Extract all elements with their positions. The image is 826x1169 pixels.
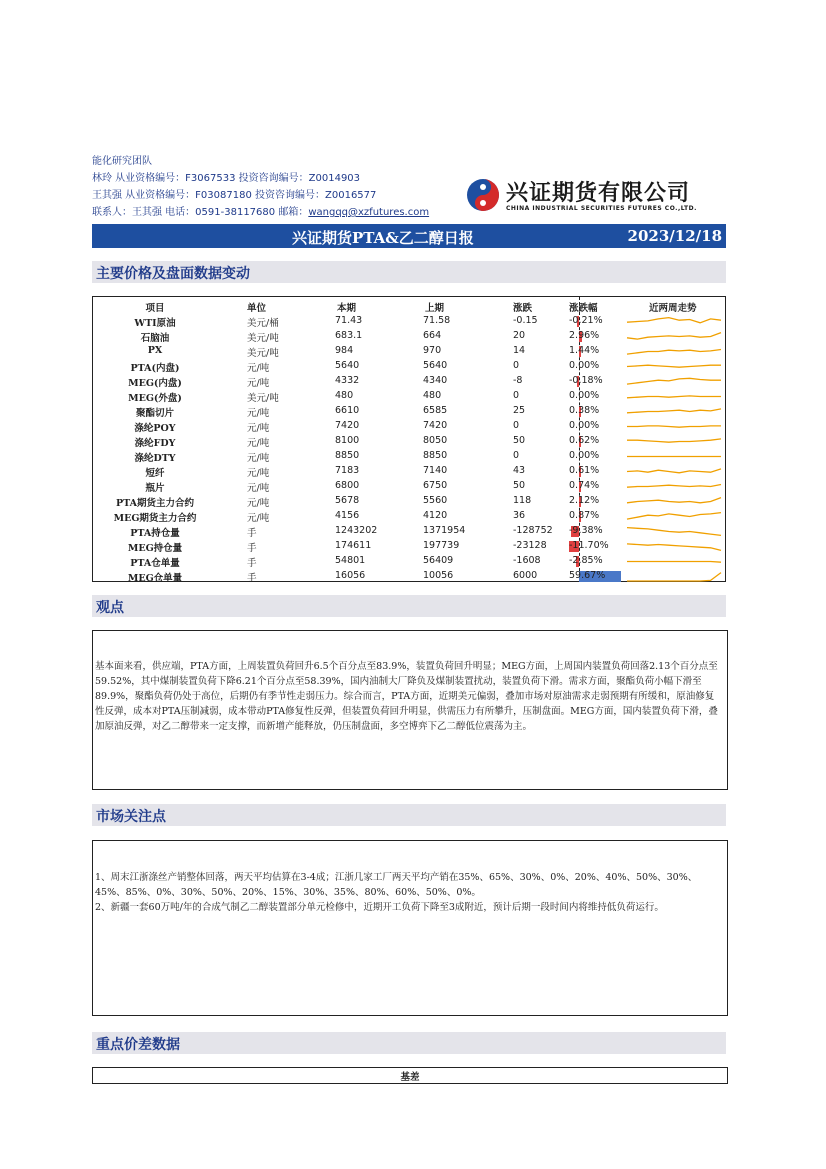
trend-sparkline: [625, 419, 723, 434]
section-title: 市场关注点: [96, 809, 166, 825]
item-name: 短纤: [145, 468, 165, 479]
basis-label: 基差: [400, 1072, 420, 1083]
item-unit: 美元/吨: [247, 393, 279, 404]
trend-sparkline: [625, 344, 723, 359]
item-unit: 手: [247, 558, 257, 569]
item-unit: 美元/吨: [247, 333, 279, 344]
current-value: 6800: [335, 480, 360, 491]
trend-sparkline: [625, 329, 723, 344]
current-value: 480: [335, 390, 354, 401]
section-title: 重点价差数据: [96, 1037, 180, 1053]
table-row: [93, 404, 725, 419]
previous-value: 197739: [423, 540, 460, 551]
current-value: 5640: [335, 360, 360, 371]
previous-value: 664: [423, 330, 442, 341]
item-name: PTA仓单量: [130, 558, 180, 569]
table-row: [93, 464, 725, 479]
section-header-prices: [92, 261, 726, 283]
change-pct-value: 0.74%: [569, 480, 600, 491]
item-unit: 手: [247, 573, 257, 584]
item-name: MEG(内盘): [128, 378, 182, 389]
company-logo: [466, 176, 726, 216]
trend-sparkline: [625, 509, 723, 524]
previous-value: 480: [423, 390, 442, 401]
item-unit: 元/吨: [247, 363, 270, 374]
focus-list: [95, 870, 723, 915]
change-value: 0: [513, 360, 520, 371]
table-row: [93, 479, 725, 494]
change-pct-value: 0.38%: [569, 405, 600, 416]
item-name: WTI原油: [134, 318, 176, 329]
change-pct-value: 0.61%: [569, 465, 600, 476]
focus-box: [92, 840, 728, 1016]
focus-item: 2、新疆一套60万吨/年的合成气制乙二醇装置部分单元检修中，近期开工负荷下降至3成附近，预计后期一段时间内将维持低负荷运行。: [95, 902, 664, 913]
table-row: [93, 569, 725, 584]
previous-value: 4120: [423, 510, 448, 521]
trend-sparkline: [625, 569, 723, 584]
trend-sparkline: [625, 524, 723, 539]
change-value: 43: [513, 465, 526, 476]
trend-line: [627, 469, 721, 473]
change-pct-value: -0.18%: [569, 375, 603, 386]
item-unit: 美元/吨: [247, 348, 279, 359]
current-value: 8850: [335, 450, 360, 461]
trend-line: [627, 485, 721, 488]
table-row: [93, 359, 725, 374]
section-header-spread: [92, 1032, 726, 1054]
contact-prefix: 联系人：王其强 电话：0591-38117680 邮箱：: [92, 207, 309, 218]
item-unit: 元/吨: [247, 438, 270, 449]
trend-sparkline: [625, 404, 723, 419]
trend-sparkline: [625, 449, 723, 464]
basis-table-header: [92, 1067, 728, 1084]
current-value: 683.1: [335, 330, 363, 341]
header-previous: 上期: [425, 303, 445, 314]
previous-value: 10056: [423, 570, 454, 581]
trend-line: [627, 426, 721, 427]
trend-line: [627, 396, 721, 398]
trend-sparkline: [625, 389, 723, 404]
previous-value: 8050: [423, 435, 448, 446]
change-pct-value: 59.67%: [569, 570, 606, 581]
table-row: [93, 344, 725, 359]
item-name: PTA期货主力合约: [115, 498, 195, 509]
table-row: [93, 374, 725, 389]
item-name: 瓶片: [145, 483, 165, 494]
table-row: [93, 419, 725, 434]
item-name: PX: [147, 345, 163, 356]
change-value: 20: [513, 330, 526, 341]
trend-line: [627, 318, 721, 323]
table-row: [93, 494, 725, 509]
change-pct-value: 0.00%: [569, 360, 600, 371]
trend-line: [627, 573, 721, 581]
item-unit: 元/吨: [247, 378, 270, 389]
change-value: 6000: [513, 570, 538, 581]
table-row: [93, 389, 725, 404]
current-value: 16056: [335, 570, 366, 581]
analyst-line-2: 王其强 从业资格编号：F03087180 投资咨询编号：Z0016577: [92, 190, 377, 201]
team-name: 能化研究团队: [92, 156, 152, 167]
item-name: PTA持仓量: [130, 528, 180, 539]
change-pct-value: 0.87%: [569, 510, 600, 521]
change-pct-value: 2.96%: [569, 330, 600, 341]
item-unit: 元/吨: [247, 498, 270, 509]
table-row: [93, 509, 725, 524]
change-value: 50: [513, 435, 526, 446]
previous-value: 5560: [423, 495, 448, 506]
item-name: 涤纶DTY: [134, 453, 176, 464]
trend-line: [627, 409, 721, 413]
table-header-row: [93, 299, 725, 314]
table-row: [93, 329, 725, 344]
current-value: 7183: [335, 465, 360, 476]
change-pct-value: -11.70%: [569, 540, 609, 551]
change-pct-value: 1.44%: [569, 345, 600, 356]
change-pct-value: -2.85%: [569, 555, 603, 566]
item-unit: 元/吨: [247, 423, 270, 434]
current-value: 8100: [335, 435, 360, 446]
trend-line: [627, 562, 721, 563]
change-pct-value: -9.38%: [569, 525, 603, 536]
change-pct-value: 0.62%: [569, 435, 600, 446]
trend-line: [627, 365, 721, 367]
item-name: MEG持仓量: [127, 543, 183, 554]
change-pct-value: 0.00%: [569, 450, 600, 461]
change-value: 50: [513, 480, 526, 491]
table-row: [93, 449, 725, 464]
item-unit: 元/吨: [247, 513, 270, 524]
previous-value: 4340: [423, 375, 448, 386]
item-unit: 元/吨: [247, 483, 270, 494]
section-title: 观点: [96, 600, 124, 616]
header-change: 涨跌: [513, 303, 533, 314]
trend-line: [627, 528, 721, 536]
focus-item: 1、周末江浙涤丝产销整体回落，两天平均估算在3-4成；江浙几家工厂两天平均产销在35%、65%、30%、0%、20%、40%、50%、30%、45%、85%、0%、30%、50%、20%、15%、30%、35%、80%、60%、50%、0%。: [95, 872, 698, 898]
current-value: 1243202: [335, 525, 378, 536]
item-unit: 元/吨: [247, 453, 270, 464]
change-value: -128752: [513, 525, 553, 536]
current-value: 7420: [335, 420, 360, 431]
item-name: MEG(外盘): [128, 393, 182, 404]
change-value: 36: [513, 510, 526, 521]
trend-sparkline: [625, 374, 723, 389]
trend-sparkline: [625, 359, 723, 374]
contact-line: [92, 203, 429, 218]
current-value: 6610: [335, 405, 360, 416]
item-unit: 元/吨: [247, 408, 270, 419]
change-value: 25: [513, 405, 526, 416]
email-link[interactable]: wangqq@xzfutures.com: [308, 207, 430, 218]
logo-chinese-name: 兴证期货有限公司: [506, 180, 691, 206]
table-row: [93, 314, 725, 329]
current-value: 174611: [335, 540, 372, 551]
item-name: 聚酯切片: [135, 408, 174, 419]
trend-line: [627, 498, 721, 503]
item-name: MEG仓单量: [127, 573, 183, 584]
section-header-view: [92, 595, 726, 617]
change-value: 0: [513, 420, 520, 431]
trend-line: [627, 513, 721, 520]
change-value: -23128: [513, 540, 547, 551]
trend-line: [627, 378, 721, 384]
previous-value: 6585: [423, 405, 448, 416]
header-trend: 近两周走势: [649, 303, 697, 314]
header-change-pct: 涨跌幅: [569, 303, 598, 314]
view-paragraph: 基本面来看，供应端，PTA方面，上周装置负荷回升6.5个百分点至83.9%，装置负荷回升明显；MEG方面，上周国内装置负荷回落2.13个百分点至59.52%，其中煤制装置负荷下降6.21个百分点至58.39%，国内油制大厂降负及煤制装置扰动，装置负荷下滑。需求方面，聚酯负荷小幅下滑至89.9%，聚酯负荷仍处于高位，后期仍有季节性走弱压力。综合而言，PTA方面，近期美元偏弱，叠加市场对原油需求走弱预期有所缓和，原油修复性反弹，成本对PTA压制减弱，成本带动PTA修复性反弹，但装置负荷回升明显，供需压力有所攀升，压制盘面。MEG方面，国内装置负荷下滑，叠加原油反弹，对乙二醇带来一定支撑，而新增产能释放，仍压制盘面，多空博弈下乙二醇低位震荡为主。: [95, 661, 718, 732]
change-value: 14: [513, 345, 526, 356]
logo-mark-icon: [466, 178, 500, 212]
previous-value: 5640: [423, 360, 448, 371]
trend-line: [627, 350, 721, 355]
item-unit: 手: [247, 528, 257, 539]
trend-sparkline: [625, 539, 723, 554]
section-title: 主要价格及盘面数据变动: [96, 266, 250, 282]
report-banner: [92, 224, 726, 248]
change-pct-value: 2.12%: [569, 495, 600, 506]
item-name: MEG期货主力合约: [113, 513, 197, 524]
table-row: [93, 539, 725, 554]
previous-value: 8850: [423, 450, 448, 461]
price-table: [92, 296, 726, 582]
item-unit: 手: [247, 543, 257, 554]
header-current: 本期: [337, 303, 357, 314]
trend-line: [627, 544, 721, 551]
change-pct-value: -0.21%: [569, 315, 603, 326]
current-value: 4332: [335, 375, 360, 386]
item-name: 石脑油: [140, 333, 170, 344]
trend-sparkline: [625, 434, 723, 449]
previous-value: 7140: [423, 465, 448, 476]
trend-line: [627, 439, 721, 442]
previous-value: 1371954: [423, 525, 466, 536]
current-value: 54801: [335, 555, 366, 566]
header-item: 项目: [145, 303, 165, 314]
previous-value: 56409: [423, 555, 454, 566]
report-date: 2023/12/18: [627, 227, 722, 245]
current-value: 984: [335, 345, 354, 356]
logo-english-name: CHINA INDUSTRIAL SECURITIES FUTURES CO.,LTD.: [506, 205, 697, 212]
item-unit: 美元/桶: [247, 318, 279, 329]
item-name: PTA(内盘): [130, 363, 180, 374]
previous-value: 970: [423, 345, 442, 356]
trend-line: [627, 333, 721, 340]
trend-sparkline: [625, 554, 723, 569]
item-unit: 元/吨: [247, 468, 270, 479]
analyst-line-1: 林玲 从业资格编号：F3067533 投资咨询编号：Z0014903: [92, 173, 361, 184]
change-pct-value: 0.00%: [569, 420, 600, 431]
change-value: -1608: [513, 555, 541, 566]
trend-sparkline: [625, 464, 723, 479]
table-row: [93, 434, 725, 449]
trend-sparkline: [625, 314, 723, 329]
current-value: 5678: [335, 495, 360, 506]
current-value: 71.43: [335, 315, 363, 326]
trend-sparkline: [625, 494, 723, 509]
section-header-focus: [92, 804, 726, 826]
change-value: 0: [513, 390, 520, 401]
previous-value: 6750: [423, 480, 448, 491]
change-value: 0: [513, 450, 520, 461]
item-name: 涤纶FDY: [134, 438, 176, 449]
table-row: [93, 524, 725, 539]
view-box: [92, 630, 728, 790]
change-value: -0.15: [513, 315, 538, 326]
change-value: -8: [513, 375, 523, 386]
header-unit: 单位: [247, 303, 267, 314]
change-value: 118: [513, 495, 532, 506]
table-row: [93, 554, 725, 569]
report-title: 兴证期货PTA&乙二醇日报: [292, 229, 474, 247]
current-value: 4156: [335, 510, 360, 521]
change-pct-value: 0.00%: [569, 390, 600, 401]
previous-value: 71.58: [423, 315, 451, 326]
trend-sparkline: [625, 479, 723, 494]
previous-value: 7420: [423, 420, 448, 431]
item-name: 涤纶POY: [134, 423, 176, 434]
